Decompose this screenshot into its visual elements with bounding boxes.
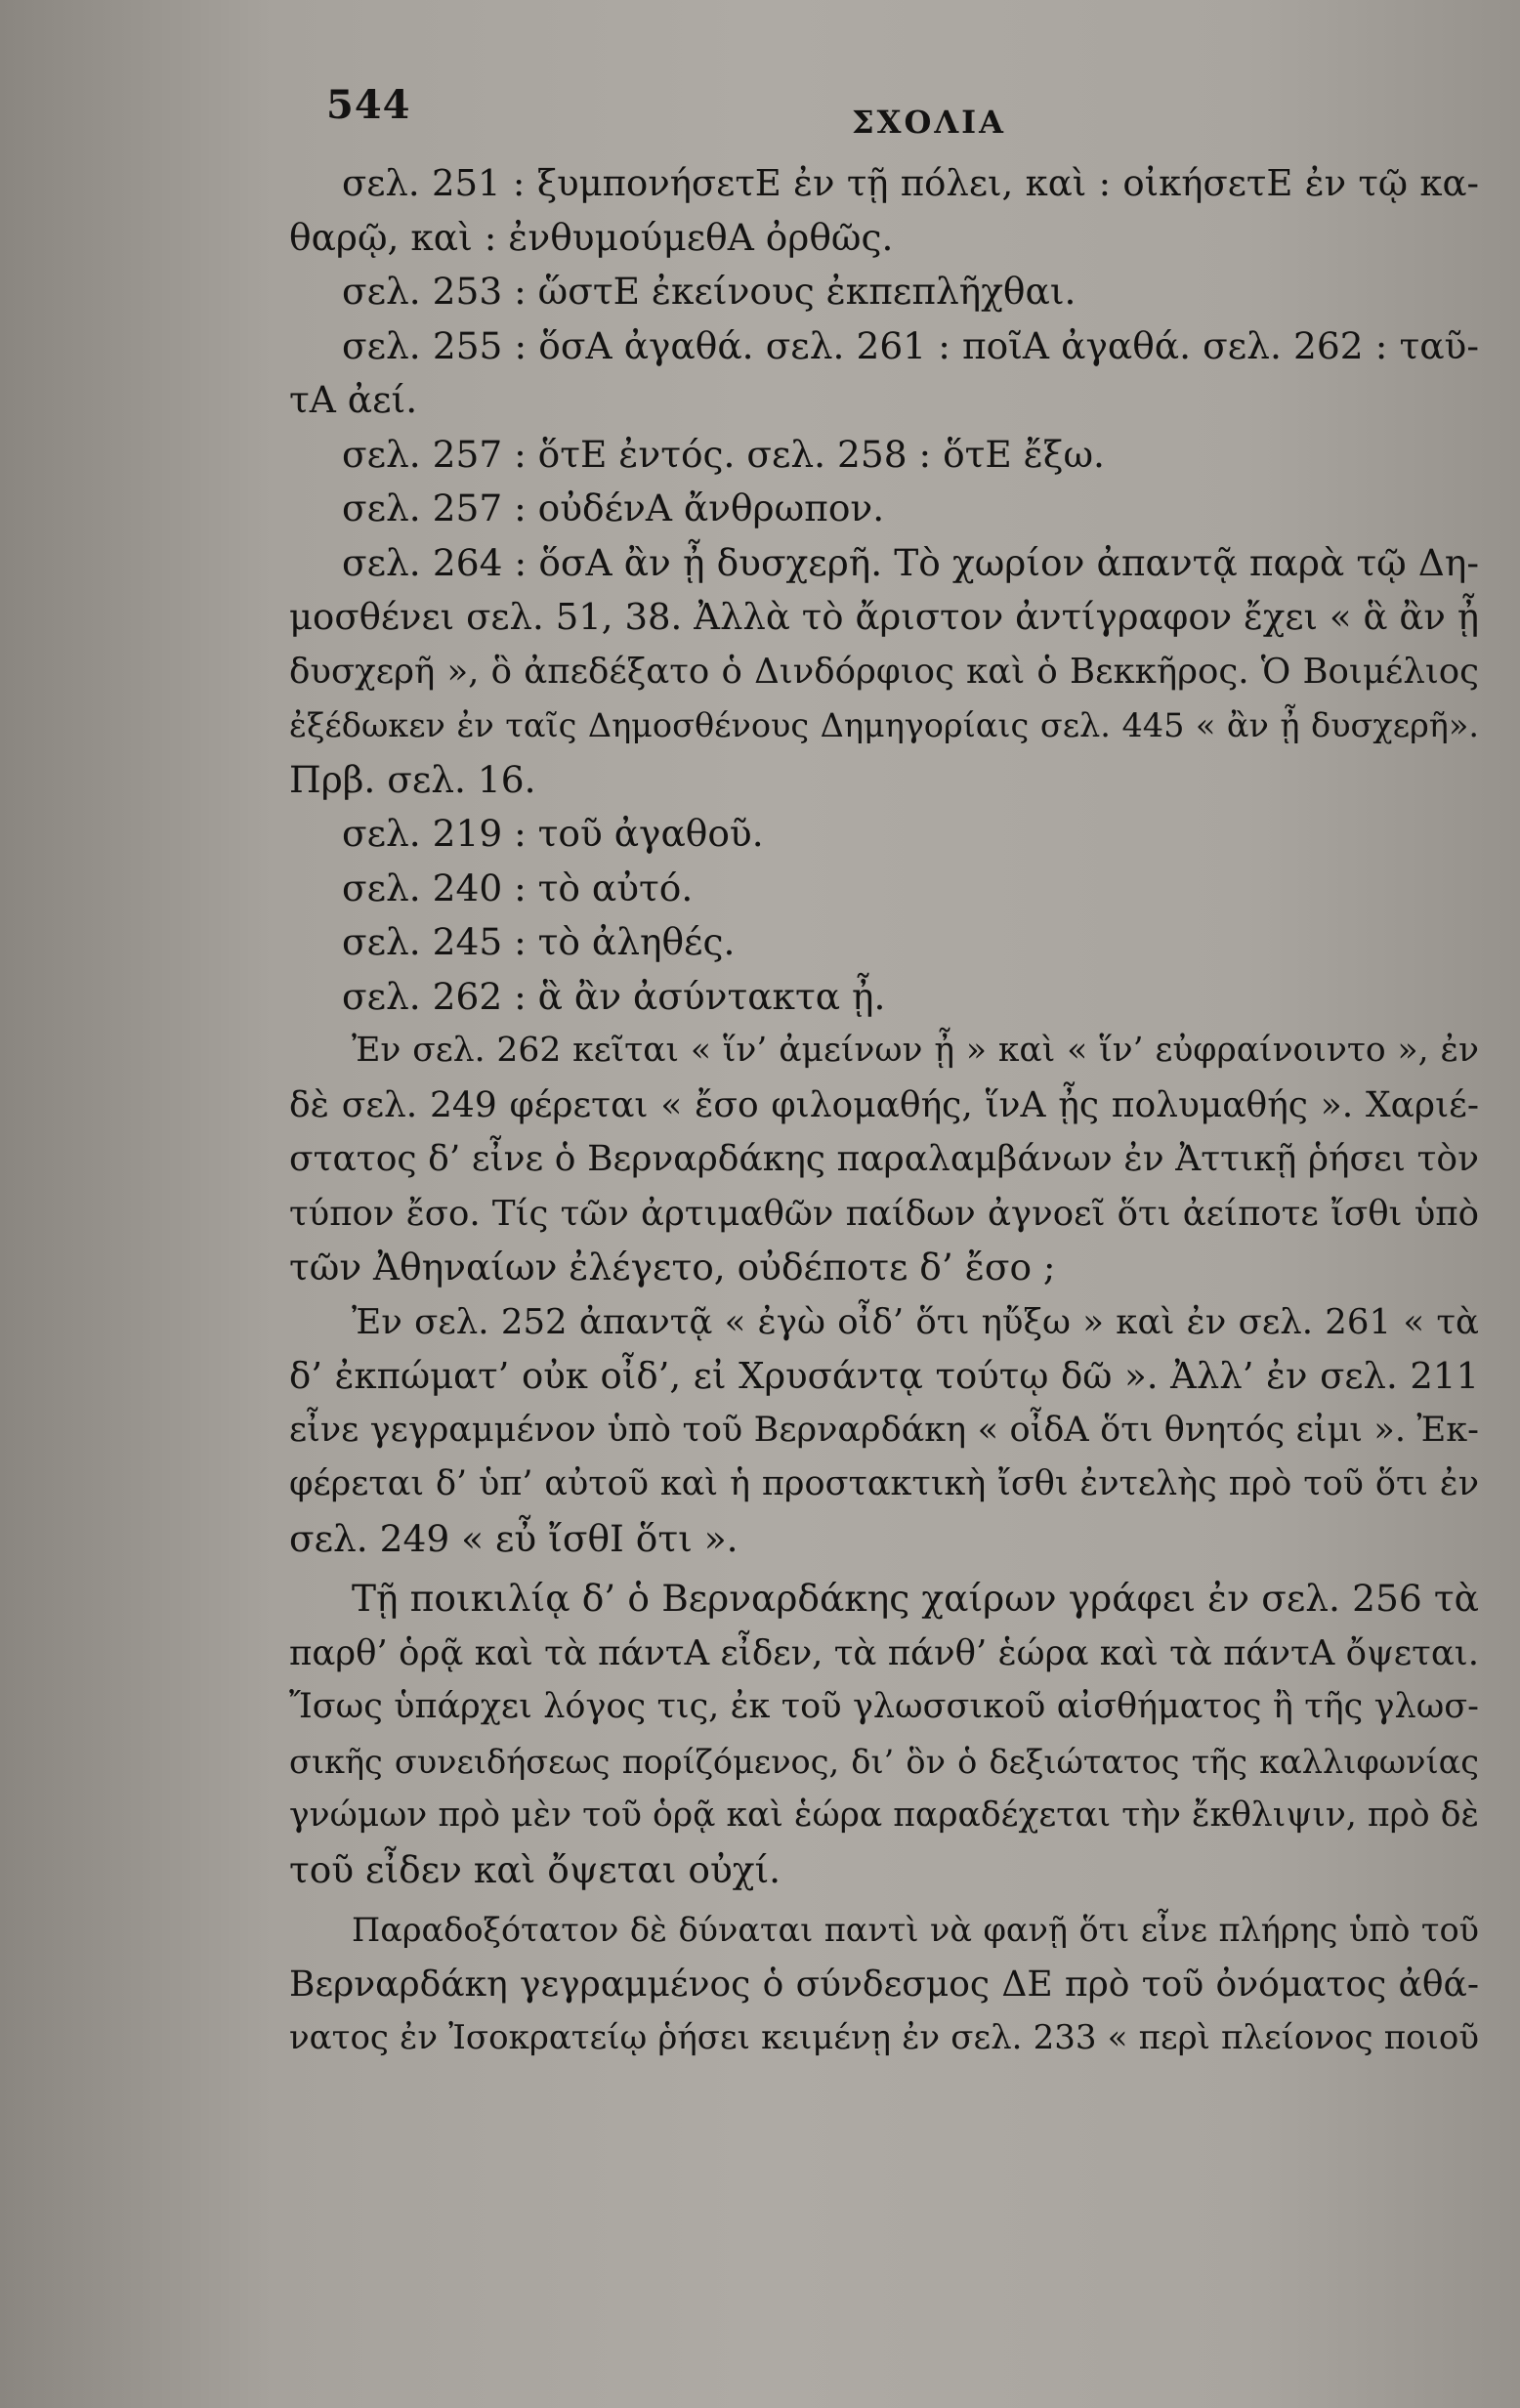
running-head bbox=[0, 82, 1520, 141]
text-line: σελ. 253 : ὥστΕ ἐκείνους ἐκπεπλῆχθαι. bbox=[342, 270, 1077, 313]
text-line: τοῦ εἶδεν καὶ ὄψεται οὐχί. bbox=[289, 1847, 781, 1891]
text-line: σελ. 255 : ὅσΑ ἀγαθά. σελ. 261 : ποῖΑ ἀγαθά. σελ. 262 : ταῦ- bbox=[342, 323, 1479, 367]
text-line: φέρεται δ’ ὑπ’ αὐτοῦ καὶ ἡ προστακτικὴ ἴσθι ἐντελὴς πρὸ τοῦ ὅτι ἐν bbox=[289, 1464, 1479, 1503]
text-line: στατος δ’ εἶνε ὁ Βερναρδάκης παραλαμβάνων ἐν Ἀττικῇ ῥήσει τὸν bbox=[289, 1139, 1479, 1179]
text-line: εἶνε γεγραμμένον ὑπὸ τοῦ Βερναρδάκη « οἶδΑ ὅτι θνητός εἰμι ». Ἐκ- bbox=[289, 1410, 1479, 1450]
text-line: σελ. 264 : ὅσΑ ἂν ᾖ δυσχερῆ. Τὸ χωρίον ἀπαντᾷ παρὰ τῷ Δη- bbox=[342, 540, 1479, 584]
text-line: δὲ σελ. 249 φέρεται « ἔσο φιλομαθής, ἵνΑ ᾖς πολυμαθής ». Χαριέ- bbox=[289, 1084, 1479, 1125]
text-line: τύπον ἔσο. Τίς τῶν ἀρτιμαθῶν παίδων ἀγνοεῖ ὅτι ἀείποτε ἴσθι ὑπὸ bbox=[289, 1193, 1479, 1234]
text-line: Τῇ ποικιλίᾳ δ’ ὁ Βερναρδάκης χαίρων γράφει ἐν σελ. 256 τὰ bbox=[352, 1577, 1479, 1620]
text-line: Ἴσως ὑπάρχει λόγος τις, ἐκ τοῦ γλωσσικοῦ αἰσθήματος ἢ τῆς γλωσ- bbox=[289, 1687, 1479, 1726]
text-line: σελ. 257 : ὅτΕ ἐντός. σελ. 258 : ὅτΕ ἔξω. bbox=[342, 432, 1105, 476]
text-line: παρθ’ ὁρᾷ καὶ τὰ πάντΑ εἶδεν, τὰ πάνθ’ ἑώρα καὶ τὰ πάντΑ ὄψεται. bbox=[289, 1632, 1479, 1673]
text-line: Παραδοξότατον δὲ δύναται παντὶ νὰ φανῇ ὅτι εἶνε πλήρης ὑπὸ τοῦ bbox=[352, 1911, 1479, 1949]
text-line: σελ. 219 : τοῦ ἀγαθοῦ. bbox=[342, 812, 764, 855]
text-line: Βερναρδάκη γεγραμμένος ὁ σύνδεσμος ΔΕ πρὸ τοῦ ὀνόματος ἀθά- bbox=[289, 1964, 1479, 2005]
text-line: γνώμων πρὸ μὲν τοῦ ὁρᾷ καὶ ἑώρα παραδέχεται τὴν ἔκθλιψιν, πρὸ δὲ bbox=[289, 1795, 1479, 1835]
text-line: θαρῷ, καὶ : ἐνθυμούμεθΑ ὀρθῶς. bbox=[289, 215, 894, 259]
text-line: δυσχερῆ », ὃ ἀπεδέξατο ὁ Δινδόρφιος καὶ ὁ Βεκκῆρος. Ὁ Βοιμέλιος bbox=[289, 651, 1479, 692]
text-line: σελ. 251 : ξυμπονήσετΕ ἐν τῇ πόλει, καὶ : οἰκήσετΕ ἐν τῷ κα- bbox=[342, 162, 1479, 204]
text-line: σικῆς συνειδήσεως πορίζόμενος, δι’ ὃν ὁ δεξιώτατος τῆς καλλιφωνίας bbox=[289, 1742, 1479, 1781]
text-line: ἐξέδωκεν ἐν ταῖς Δημοσθένους Δημηγορίαις σελ. 445 « ἂν ᾖ δυσχερῆ». bbox=[289, 706, 1479, 744]
page-number: 544 bbox=[326, 82, 411, 128]
text-line: τῶν Ἀθηναίων ἐλέγετο, οὐδέποτε δ’ ἔσο ; bbox=[289, 1246, 1056, 1288]
text-line: νατος ἐν Ἰσοκρατείῳ ῥήσει κειμένῃ ἐν σελ. 233 « περὶ πλείονος ποιοῦ bbox=[289, 2018, 1479, 2057]
text-line: μοσθένει σελ. 51, 38. Ἀλλὰ τὸ ἄριστον ἀντίγραφον ἔχει « ἃ ἂν ᾖ bbox=[289, 596, 1479, 638]
text-line: σελ. 262 : ἃ ἂν ἀσύντακτα ᾖ. bbox=[342, 974, 886, 1018]
running-title: ΣΧΟΛΙΑ bbox=[852, 104, 1006, 141]
text-line: δ’ ἐκπώματ’ οὐκ οἶδ’, εἰ Χρυσάντᾳ τούτῳ δῶ ». Ἀλλ’ ἐν σελ. 211 bbox=[289, 1355, 1479, 1397]
text-line: τΑ ἀεί. bbox=[289, 378, 418, 421]
text-line: σελ. 240 : τὸ αὐτό. bbox=[342, 866, 694, 909]
text-line: σελ. 257 : οὐδένΑ ἄνθρωπον. bbox=[342, 486, 885, 529]
text-line: σελ. 249 « εὖ ἴσθΙ ὅτι ». bbox=[289, 1516, 739, 1560]
text-line: Ἐν σελ. 262 κεῖται « ἵν’ ἀμείνων ᾖ » καὶ « ἵν’ εὐφραίνοιντο », ἐν bbox=[352, 1031, 1479, 1070]
text-line: Ἐν σελ. 252 ἀπαντᾷ « ἐγὼ οἶδ’ ὅτι ηὔξω » καὶ ἐν σελ. 261 « τὰ bbox=[352, 1301, 1479, 1342]
text-line: σελ. 245 : τὸ ἀληθές. bbox=[342, 920, 736, 963]
text-line: Πρβ. σελ. 16. bbox=[289, 757, 536, 801]
text-block bbox=[289, 156, 1479, 2066]
